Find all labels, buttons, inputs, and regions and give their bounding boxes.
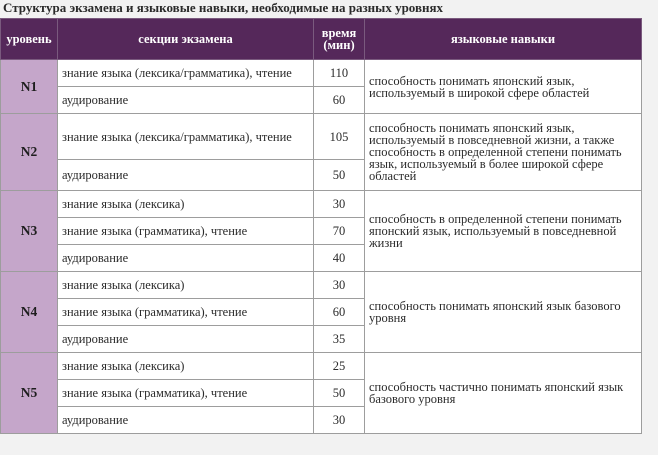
time-cell: 110 bbox=[314, 60, 365, 87]
table-row bbox=[1, 272, 642, 299]
time-cell: 25 bbox=[314, 353, 365, 380]
level-n2: N2 bbox=[1, 114, 58, 191]
section-cell: знание языка (грамматика), чтение bbox=[58, 218, 314, 245]
section-cell: аудирование bbox=[58, 245, 314, 272]
time-cell: 105 bbox=[314, 114, 365, 160]
table-row bbox=[1, 60, 642, 87]
header-sections: секции экзамена bbox=[58, 19, 314, 60]
time-cell: 70 bbox=[314, 218, 365, 245]
skills-n4: способность понимать японский язык базового уровня bbox=[365, 272, 642, 353]
level-n1: N1 bbox=[1, 60, 58, 114]
header-level: уровень bbox=[1, 19, 58, 60]
time-cell: 30 bbox=[314, 272, 365, 299]
section-cell: знание языка (лексика) bbox=[58, 353, 314, 380]
table-row bbox=[1, 353, 642, 380]
section-cell: аудирование bbox=[58, 407, 314, 434]
time-cell: 60 bbox=[314, 299, 365, 326]
skills-n3: способность в определенной степени понимать японский язык, используемый в повседневной жизни bbox=[365, 191, 642, 272]
section-cell: знание языка (лексика/грамматика), чтение bbox=[58, 60, 314, 87]
skills-n1: способность понимать японский язык, используемый в широкой сфере областей bbox=[365, 60, 642, 114]
section-cell: знание языка (лексика) bbox=[58, 272, 314, 299]
level-n3: N3 bbox=[1, 191, 58, 272]
table-caption: Структура экзамена и языковые навыки, необходимые на разных уровнях bbox=[3, 0, 444, 15]
level-n4: N4 bbox=[1, 272, 58, 353]
header-skills: языковые навыки bbox=[365, 19, 642, 60]
time-cell: 60 bbox=[314, 87, 365, 114]
time-cell: 50 bbox=[314, 160, 365, 191]
time-cell: 35 bbox=[314, 326, 365, 353]
level-n5: N5 bbox=[1, 353, 58, 434]
time-cell: 30 bbox=[314, 191, 365, 218]
header-time: время (мин) bbox=[314, 19, 365, 60]
time-cell: 40 bbox=[314, 245, 365, 272]
table-row bbox=[1, 191, 642, 218]
skills-n5: способность частично понимать японский язык базового уровня bbox=[365, 353, 642, 434]
section-cell: аудирование bbox=[58, 160, 314, 191]
section-cell: знание языка (лексика/грамматика), чтение bbox=[58, 114, 314, 160]
section-cell: аудирование bbox=[58, 326, 314, 353]
table-header-row bbox=[1, 19, 642, 60]
skills-n2: способность понимать японский язык, используемый в повседневной жизни, а также способность в определенной степени понимать язык, используемый в более широкой сфере областей bbox=[365, 114, 642, 191]
section-cell: знание языка (грамматика), чтение bbox=[58, 299, 314, 326]
section-cell: знание языка (лексика) bbox=[58, 191, 314, 218]
section-cell: аудирование bbox=[58, 87, 314, 114]
time-cell: 30 bbox=[314, 407, 365, 434]
exam-structure-table bbox=[0, 18, 642, 434]
time-cell: 50 bbox=[314, 380, 365, 407]
table-row bbox=[1, 114, 642, 160]
section-cell: знание языка (грамматика), чтение bbox=[58, 380, 314, 407]
